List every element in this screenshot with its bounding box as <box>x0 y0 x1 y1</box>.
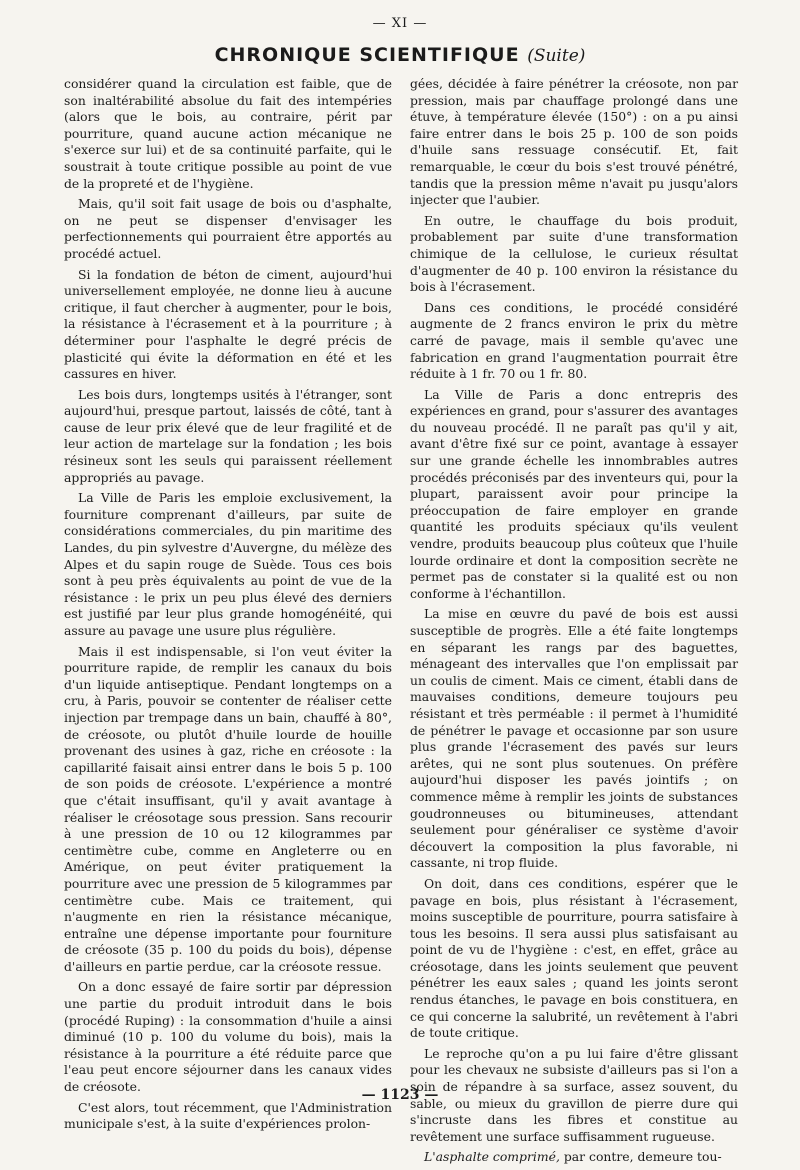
paragraph: considérer quand la circulation est faible, que de son inaltérabilité absolue du fait des intempéries (alors que le bois, au contraire, périt par pourriture, quand aucune action mécanique ne s'exerce sur lui) et de sa continuité parfaite, qui le soustrait à toute critique possible au point de vue de la propreté et de l'hygiène. <box>64 76 392 191</box>
paragraph: En outre, le chauffage du bois produit, probablement par suite d'une transformation chimique de la cellulose, le curieux résultat d'augmenter de 40 p. 100 environ la résistance du bois à l'écrasement. <box>410 212 738 295</box>
paragraph: Si la fondation de béton de ciment, aujourd'hui universellement employée, ne donne lieu à aucune critique, il faut chercher à augmenter, pour le bois, la résistance à l'écrasement et à la pourriture ; à déterminer pour l'asphalte le degré précis de plasticité qui évite la déformation en été et les cassures en hiver. <box>64 266 392 382</box>
page-number: — 1123 — <box>361 1087 439 1103</box>
paragraph: Mais il est indispensable, si l'on veut éviter la pourriture rapide, de remplir les canaux du bois d'un liquide antiseptique. Pendant longtemps on a cru, à Paris, pouvoir se contenter de réaliser cette injection par trempage dans un bain, chauffé à 80°, de créosote, ou plutôt d'huile lourde de houille provenant des usines à gaz, riche en créosote : la capillarité faisait ainsi entrer dans le bois 5 p. 100 de son poids de créosote. L'expérience a montré que c'était insuffisant, qu'il y avait avantage à réaliser le créosotage sous pression. Sans recourir à une pression de 10 ou 12 kilogrammes par centimètre cube, comme en Angleterre ou en Amérique, on peut éviter pratiquement la pourriture avec une pression de 5 kilogrammes par centimètre cube. Mais ce traitement, qui n'augmente en rien la résistance mécanique, entraîne une dépense importante pour fourniture de créosote (35 p. 100 du poids du bois), dépense d'ailleurs en partie perdue, car la créosote ressue. <box>64 643 392 974</box>
paragraph: La Ville de Paris a donc entrepris des expériences en grand, pour s'assurer des avantages du nouveau procédé. Il ne paraît pas qu'il y ait, avant d'être fixé sur ce point, avantage à essayer sur une grande échelle les innombrables autres procédés préconisés par des inventeurs qui, pour la plupart, paraissent avoir pour principe la préoccupation de faire employer en grande quantité les produits spéciaux qu'ils veulent vendre, produits beaucoup plus coûteux que l'huile lourde ordinaire et dont la composition secrète ne permet pas de constater si la qualité est ou non conforme à l'échantillon. <box>410 386 738 601</box>
paragraph: On doit, dans ces conditions, espérer que le pavage en bois, plus résistant à l'écrasement, moins susceptible de pourriture, pourra satisfaire à tous les besoins. Il sera aussi plus satisfaisant au point de vu de l'hygiène : c'est, en effet, grâce au créosotage, dans les joints seulement que peuvent pénétrer les eaux sales ; quand les joints seront rendus étanches, le pavage en bois constituera, en ce qui concerne la salubrité, un revêtement à l'abri de toute critique. <box>410 875 738 1041</box>
paragraph-continuation: par contre, demeure tou- <box>559 1149 722 1165</box>
paragraph: Mais, qu'il soit fait usage de bois ou d'asphalte, on ne peut se dispenser d'envisager les perfectionnements qui pourraient être apportés au procédé actuel. <box>64 196 392 261</box>
paragraph: La Ville de Paris les emploie exclusivement, la fourniture comprenant d'ailleurs, par suite de considérations commerciales, du pin maritime des Landes, du pin sylvestre d'Auvergne, du mélèze des Alpes et du sapin rouge de Suède. Tous ces bois sont à peu près équivalents au point de vue de la résistance : le prix un peu plus élevé des derniers est justifié par leur plus grande homogénéité, qui assure au pavage une usure plus régulière. <box>64 490 392 638</box>
paragraph: La mise en œuvre du pavé de bois est aussi susceptible de progrès. Elle a été faite longtemps en séparant les rangs par des baguettes, ménageant des intervalles que l'on emplissait par un coulis de ciment. Mais ce ciment, établi dans de mauvaises conditions, demeure toujours peu résistant et très perméable : il permet à l'humidité de pénétrer le pavage et occasionne par son usure plus grande l'écrasement des pavés sur leurs arêtes, qui ne sont plus soutenues. On préfère aujourd'hui disposer les pavés jointifs ; on commence même à remplir les joints de substances goudronneuses ou bitumineuses, attendant seulement pour généraliser ce système d'avoir découvert la composition la plus favorable, ni cassante, ni trop fluide. <box>410 606 738 871</box>
paragraph: gées, décidée à faire pénétrer la créosote, non par pression, mais par chauffage prolongé dans une étuve, à température élevée (150°) : on a pu ainsi faire entrer dans le bois 25 p. 100 de son poids d'huile sans ressuage consécutif. Et, fait remarquable, le cœur du bois s'est trouvé pénétré, tandis que la pression même n'avait pu jusqu'alors injecter que l'aubier. <box>410 76 738 208</box>
paragraph: On a donc essayé de faire sortir par dépression une partie du produit introduit dans le bois (procédé Ruping) : la consommation d'huile a ainsi diminué (10 p. 100 du volume du bois), mais la résistance à la pourriture a été réduite parce que l'eau peut encore séjourner dans les canaux vides de créosote. <box>64 979 392 1095</box>
roman-page-folio: — XI — <box>372 16 428 31</box>
paragraph-last <box>410 1149 738 1166</box>
right-column <box>410 76 738 1170</box>
paragraph: Dans ces conditions, le procédé considéré augmente de 2 francs environ le prix du mètre carré de pavage, mais il semble qu'avec une fabrication en grand l'augmentation pourrait être réduite à 1 fr. 70 ou 1 fr. 80. <box>410 299 738 382</box>
italic-term: L'asphalte comprimé, <box>424 1149 560 1165</box>
paragraph: C'est alors, tout récemment, que l'Administration municipale s'est, à la suite d'expériences prolon- <box>64 1099 392 1132</box>
header-title: CHRONIQUE SCIENTIFIQUE <box>214 44 520 66</box>
left-column <box>64 76 392 1137</box>
paragraph: Les bois durs, longtemps usités à l'étranger, sont aujourd'hui, presque partout, laissés de côté, tant à cause de leur prix élevé que de leur fragilité et de leur action de martelage sur la fondation ; les bois résineux sont les seuls qui paraissent réellement appropriés au pavage. <box>64 386 392 485</box>
paragraph: Le reproche qu'on a pu lui faire d'être glissant pour les chevaux ne subsiste d'ailleurs pas si l'on a soin de répandre à sa surface, assez souvent, du sable, ou mieux du gravillon de pierre dure qui s'incruste dans les fibres et constitue au revêtement une surface suffisamment rugueuse. <box>410 1045 738 1144</box>
header-subtitle: (Suite) <box>527 46 586 66</box>
page-header <box>0 44 800 66</box>
